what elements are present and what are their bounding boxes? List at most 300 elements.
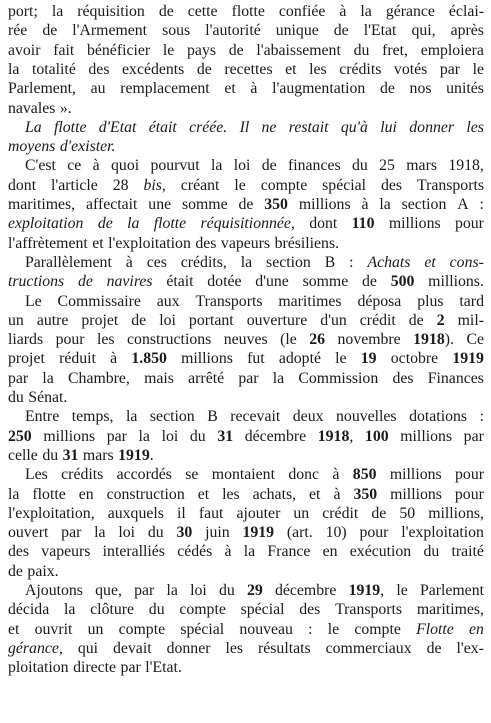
word <box>480 195 484 215</box>
word-fragment: commerciaux <box>325 639 412 657</box>
text-line <box>8 542 484 562</box>
word-fragment: projet <box>81 311 119 329</box>
word <box>410 79 432 99</box>
word-fragment: un <box>8 311 24 329</box>
word-fragment: , <box>290 215 295 233</box>
word <box>413 330 454 350</box>
word-fragment: Transports <box>416 176 484 194</box>
word-fragment: la <box>243 543 256 561</box>
word <box>32 60 76 80</box>
word <box>298 369 378 389</box>
word <box>309 485 320 505</box>
word-fragment: d'exister. <box>59 138 116 156</box>
word <box>52 2 63 22</box>
word <box>318 427 354 447</box>
word-fragment: l'ex- <box>456 639 484 657</box>
word-fragment: ajouter <box>236 504 281 522</box>
word-fragment: qui <box>77 639 99 657</box>
word-fragment: des <box>195 234 217 252</box>
word-fragment: millions <box>389 466 442 484</box>
word-fragment: affectait <box>85 196 138 213</box>
word-fragment: donner <box>409 118 455 136</box>
word-fragment: des <box>8 543 30 561</box>
word <box>258 639 311 659</box>
word-fragment: cons- <box>449 253 484 271</box>
word-fragment: une <box>148 196 172 213</box>
word-fragment: réduit <box>59 350 96 368</box>
word <box>92 234 103 254</box>
word <box>126 407 137 427</box>
word <box>72 21 147 41</box>
word <box>309 330 325 350</box>
word-fragment: excédents <box>122 60 185 78</box>
word-fragment: de <box>228 41 244 59</box>
word-fragment: loi <box>159 311 176 329</box>
word-fragment: 1.850 <box>131 350 167 368</box>
word-fragment: gérance <box>8 639 59 657</box>
word <box>8 60 19 80</box>
word-fragment: novembre <box>337 331 401 349</box>
word-fragment: nos <box>409 80 432 98</box>
word-fragment: la <box>272 369 285 387</box>
text-line <box>25 407 484 427</box>
word <box>428 272 484 292</box>
word-fragment: il <box>176 504 186 522</box>
word <box>285 60 296 80</box>
text-line <box>8 21 484 41</box>
word-fragment: pour <box>455 466 484 484</box>
word <box>176 523 192 543</box>
word <box>382 41 408 61</box>
word-fragment: se <box>185 466 199 484</box>
word <box>67 156 81 176</box>
word-fragment: celle <box>8 446 38 464</box>
word-fragment: flotte <box>54 118 87 136</box>
word <box>381 176 402 196</box>
word <box>480 407 484 427</box>
word-fragment: cédés <box>177 543 213 561</box>
word-fragment: 50 <box>399 504 416 522</box>
word-fragment: réquisition <box>77 3 145 20</box>
word-fragment: les <box>222 485 240 503</box>
word <box>54 118 86 138</box>
word-fragment: était <box>166 273 194 291</box>
text-line <box>8 272 484 292</box>
word <box>28 388 67 408</box>
word-fragment: achats, <box>252 485 297 503</box>
word-fragment: à <box>110 350 118 368</box>
word <box>322 176 366 196</box>
word-fragment: de <box>238 196 254 213</box>
word-fragment: du <box>147 524 164 542</box>
word <box>457 639 484 659</box>
word-fragment: millions <box>388 215 441 233</box>
word <box>417 292 443 312</box>
word <box>90 600 134 620</box>
word-fragment: vapeurs <box>220 234 271 252</box>
word <box>247 311 308 331</box>
word-fragment: au <box>90 80 106 98</box>
word-fragment: (le <box>280 331 297 349</box>
word-fragment: ploitation <box>8 659 69 677</box>
word-fragment: de <box>97 215 113 233</box>
word <box>225 542 232 562</box>
word-fragment: tard <box>459 292 484 310</box>
word <box>37 311 69 331</box>
word <box>25 156 56 176</box>
word-fragment: 31 <box>62 446 79 464</box>
word-fragment: de <box>379 80 395 98</box>
word-fragment: loi <box>233 157 251 175</box>
word-fragment: Commissaire <box>57 292 141 310</box>
word-fragment: directe <box>73 659 117 677</box>
word <box>224 60 272 80</box>
word-fragment: dotée <box>207 273 242 291</box>
word-fragment: de <box>426 639 442 657</box>
word <box>380 79 395 99</box>
word-fragment: faut <box>198 504 224 522</box>
word-fragment: en <box>469 620 484 638</box>
word <box>8 234 88 254</box>
word <box>207 407 218 427</box>
word-fragment: ces <box>146 253 167 271</box>
word-fragment: votés <box>393 60 428 78</box>
word <box>224 79 235 99</box>
word <box>86 195 137 215</box>
word <box>198 485 209 505</box>
word <box>190 427 206 447</box>
word-fragment: du <box>148 601 165 619</box>
word <box>446 79 484 99</box>
word-fragment: crédits <box>61 466 104 484</box>
word <box>332 465 339 485</box>
word-fragment: (art. <box>286 524 313 542</box>
word <box>326 639 412 659</box>
word-fragment: la <box>42 369 54 387</box>
word-fragment: de <box>261 157 277 175</box>
word-fragment: Flotte <box>416 620 454 638</box>
word <box>149 118 177 138</box>
word <box>309 60 327 80</box>
word <box>167 639 211 659</box>
word <box>150 407 195 427</box>
word <box>110 349 117 369</box>
word-fragment: construction <box>106 485 185 503</box>
word <box>288 465 319 485</box>
word-fragment: temps, <box>71 408 114 426</box>
word-fragment: et <box>224 80 236 98</box>
word <box>59 349 96 369</box>
word <box>256 41 340 61</box>
word <box>323 542 338 562</box>
word <box>365 427 389 447</box>
word-fragment: remplacement <box>120 80 210 98</box>
word-fragment: Il <box>239 118 250 136</box>
word-fragment: mars <box>82 446 114 464</box>
word-fragment: qu'à <box>340 118 368 136</box>
word <box>241 600 285 620</box>
word-fragment: flotte <box>153 215 187 233</box>
word <box>159 311 176 331</box>
word-fragment: dont <box>309 215 338 233</box>
word-fragment: et <box>309 485 321 503</box>
word-fragment: créant <box>180 176 220 194</box>
word <box>280 330 297 350</box>
word-fragment: 1919 <box>348 582 381 599</box>
word-fragment: et <box>285 60 297 78</box>
word-fragment: 29 <box>246 582 263 599</box>
word <box>8 311 24 331</box>
text-line <box>8 562 484 582</box>
word <box>8 137 55 157</box>
word-fragment: déposa <box>357 292 402 310</box>
word-fragment: des <box>380 176 403 194</box>
word-fragment: millions <box>181 350 233 368</box>
word <box>148 195 171 215</box>
word-fragment: octobre <box>390 350 439 368</box>
word <box>457 195 468 215</box>
word <box>334 21 349 41</box>
word <box>113 176 129 196</box>
word-fragment: ouvrit <box>34 620 73 638</box>
word <box>8 562 23 582</box>
word-fragment: somme <box>181 196 228 213</box>
word <box>8 542 29 562</box>
word-fragment: l'abaissement <box>256 41 341 59</box>
word-fragment: la <box>166 582 178 599</box>
word-fragment: montaient <box>211 466 275 484</box>
word-fragment: France <box>267 543 311 561</box>
word-fragment: Parallèlement <box>25 253 112 271</box>
word-fragment: de <box>196 60 212 78</box>
word <box>232 2 265 22</box>
word <box>79 485 94 505</box>
word-fragment: de <box>333 22 349 40</box>
word-fragment: à <box>125 253 133 271</box>
word <box>360 311 396 331</box>
word <box>448 156 484 176</box>
word <box>361 349 377 369</box>
word-fragment: 31 <box>217 427 234 445</box>
word-fragment: 500 <box>390 273 415 291</box>
word-fragment: A <box>457 196 469 213</box>
word <box>394 60 427 80</box>
word-fragment: loi <box>118 524 136 542</box>
word <box>111 156 139 176</box>
word-fragment: du <box>218 582 235 599</box>
word <box>420 581 484 601</box>
word-fragment: 1918, <box>448 157 484 175</box>
word-fragment: après <box>450 22 484 40</box>
word-fragment: exécution <box>349 543 412 561</box>
word-fragment: nouveau <box>239 620 293 638</box>
word <box>411 21 435 41</box>
word <box>131 349 167 369</box>
word-fragment: la <box>8 60 20 78</box>
word <box>273 369 284 389</box>
word-fragment: ce <box>67 157 82 175</box>
word <box>205 523 230 543</box>
word-fragment: Transports <box>195 292 263 310</box>
word-fragment: maritimes, <box>416 601 484 619</box>
word-fragment: compte <box>354 620 401 638</box>
word-fragment: unités <box>446 80 484 98</box>
word <box>293 504 309 524</box>
word-fragment: flotte <box>32 485 66 503</box>
word <box>335 349 346 369</box>
word <box>386 2 435 22</box>
text-line <box>25 581 484 601</box>
word <box>61 465 103 485</box>
word <box>108 504 164 524</box>
word <box>166 581 177 601</box>
word <box>234 156 251 176</box>
word-fragment: l'exploitation <box>401 524 484 542</box>
word <box>93 156 100 176</box>
word-fragment: adopté <box>278 350 321 368</box>
word-fragment: Chambre, <box>68 369 130 387</box>
word <box>409 118 454 138</box>
word <box>127 214 139 234</box>
word-fragment: avoir <box>8 41 41 59</box>
word-fragment: port; <box>8 3 38 20</box>
word <box>88 60 109 80</box>
word-fragment: par <box>238 369 259 387</box>
word <box>118 523 135 543</box>
word <box>455 465 484 485</box>
word <box>221 234 270 254</box>
word <box>177 504 186 524</box>
word-fragment: accordés <box>116 466 172 484</box>
word-fragment: , <box>349 427 354 445</box>
word <box>61 523 81 543</box>
word-fragment: décembre <box>274 582 337 599</box>
word-fragment: pourvut <box>150 157 200 175</box>
word-fragment: éclai- <box>448 3 484 20</box>
word-fragment: à <box>339 3 347 20</box>
word-fragment: recevait <box>230 408 281 426</box>
word <box>427 639 442 659</box>
word <box>72 407 114 427</box>
text-line <box>8 485 484 505</box>
word <box>8 349 45 369</box>
word-fragment: deux <box>292 408 324 426</box>
word <box>8 523 48 543</box>
word-fragment: la <box>51 3 64 20</box>
word-fragment: loi <box>190 582 207 599</box>
word-fragment: Parlement <box>419 582 484 599</box>
word-fragment: crédit <box>322 504 359 522</box>
word <box>406 156 437 176</box>
text-line <box>8 523 484 543</box>
word <box>242 523 274 543</box>
word-fragment: à <box>333 485 341 503</box>
word <box>162 427 179 447</box>
word <box>159 2 174 22</box>
word-fragment: pour <box>454 215 484 233</box>
word-fragment: un <box>87 620 104 638</box>
word <box>379 156 395 176</box>
word <box>182 195 228 215</box>
word-fragment: par <box>463 427 484 445</box>
word <box>179 600 226 620</box>
text-line <box>8 658 484 678</box>
word-fragment: des <box>299 601 321 619</box>
word-fragment: par <box>439 60 461 78</box>
word-fragment: constructions <box>127 331 212 349</box>
word-fragment: . <box>149 446 154 464</box>
word <box>25 581 83 601</box>
word <box>401 523 484 543</box>
text-line <box>8 195 484 215</box>
word <box>25 118 42 138</box>
word-fragment: de <box>77 273 93 291</box>
word <box>288 156 341 176</box>
word <box>195 234 216 254</box>
word <box>451 21 484 41</box>
word <box>8 214 83 234</box>
word-fragment: du <box>423 543 440 561</box>
word-fragment: clôture <box>90 601 135 619</box>
word-fragment: les <box>225 639 244 657</box>
word-fragment: à <box>361 196 369 213</box>
word <box>322 504 358 524</box>
word <box>299 195 351 215</box>
text-line <box>8 99 484 119</box>
word <box>95 581 122 601</box>
word-fragment: ouvert <box>8 524 49 542</box>
word <box>362 272 377 292</box>
word <box>107 272 153 292</box>
word-fragment: des <box>392 369 414 387</box>
word <box>275 234 340 254</box>
word <box>328 620 339 640</box>
word-fragment: section <box>401 196 447 213</box>
word-fragment: 350 <box>353 485 378 503</box>
word-fragment: La <box>25 118 42 136</box>
word-fragment: qui, <box>411 22 436 40</box>
word <box>207 272 241 292</box>
word-fragment: la <box>240 253 253 271</box>
word-fragment: maritimes, <box>8 196 76 213</box>
word <box>309 214 337 234</box>
word <box>27 562 58 582</box>
word <box>42 21 57 41</box>
word-fragment: la <box>64 601 76 619</box>
word <box>371 504 386 524</box>
word-fragment: quoi <box>111 157 140 175</box>
word <box>389 214 441 234</box>
word <box>139 427 150 447</box>
word <box>99 118 137 138</box>
word <box>308 620 312 640</box>
word <box>119 620 166 640</box>
word-fragment: le <box>396 582 408 599</box>
word-fragment: en <box>78 485 94 503</box>
word <box>247 581 263 601</box>
word-fragment: 28 <box>112 176 129 194</box>
word-fragment: la <box>360 3 372 20</box>
word <box>8 79 76 99</box>
word <box>229 41 244 61</box>
word-fragment: , <box>58 639 63 657</box>
word <box>181 176 220 196</box>
word-fragment: Achats <box>367 253 411 271</box>
word <box>409 311 424 331</box>
word-fragment: vapeurs <box>41 543 91 561</box>
word <box>25 292 42 312</box>
word-fragment: ouverture <box>246 311 308 329</box>
